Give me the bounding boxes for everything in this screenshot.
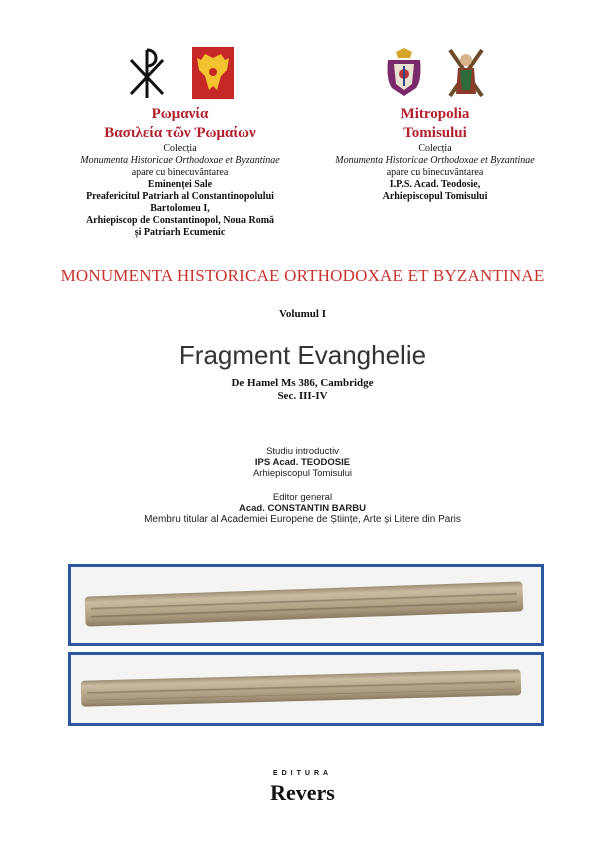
book-title: Fragment Evanghelie	[178, 340, 427, 370]
left-patron-line: Arhiepiscop de Constantinopol, Noua Romă	[85, 215, 275, 226]
chi-rho-icon	[125, 46, 169, 100]
intro-name: IPS Acad. TEODOSIE	[254, 457, 351, 468]
right-patron-line: Arhiepiscopul Tomisului	[382, 191, 488, 202]
left-title-line2: Βασιλεία τῶν Ῥωμαίων	[104, 125, 256, 141]
left-patron-line: Preafericitul Patriarh al Constantinopolului	[86, 191, 274, 202]
right-patron-line: I.P.S. Acad. Teodosie,	[389, 179, 481, 190]
right-blessing: apare cu binecuvântarea	[386, 167, 484, 178]
editor-name: Acad. CONSTANTIN BARBU	[238, 503, 367, 514]
saint-andrew-icon	[446, 46, 486, 100]
double-headed-eagle-icon	[191, 46, 235, 100]
left-patron-line: Bartolomeu I,	[150, 203, 210, 214]
left-patron-line: și Patriarh Ecumenic	[134, 227, 226, 238]
manuscript-text-lines	[87, 675, 515, 700]
left-collection: Colecția	[163, 143, 197, 154]
manuscript-photo-top	[68, 564, 544, 646]
left-title-line1: Ρωμανία	[151, 106, 209, 122]
left-blessing: apare cu binecuvântarea	[131, 167, 229, 178]
publisher-logo: Revers	[270, 780, 335, 805]
left-icons	[60, 40, 300, 105]
book-century: Sec. III-IV	[277, 390, 328, 402]
left-patron-line: Eminenței Sale	[147, 179, 213, 190]
series-title: MONUMENTA HISTORICAE ORTHODOXAE ET BYZANTINAE	[60, 266, 545, 285]
manuscript-text-lines	[91, 588, 517, 621]
right-series-name: Monumenta Historicae Orthodoxae et Byzantinae	[335, 155, 535, 166]
manuscript-fragment-recto	[85, 581, 524, 626]
editor-role: Membru titular al Academiei Europene de Științe, Arte și Litere din Paris	[144, 514, 461, 525]
intro-role: Arhiepiscopul Tomisului	[252, 468, 353, 479]
right-header	[330, 40, 540, 203]
right-title-line2: Tomisului	[403, 125, 467, 141]
coat-of-arms-icon	[384, 46, 424, 100]
publisher-small-label: EDITURA	[272, 770, 333, 777]
left-header	[60, 40, 300, 239]
volume-label: Volumul I	[279, 308, 326, 320]
manuscript-photo-bottom	[68, 652, 544, 726]
right-collection: Colecția	[418, 143, 452, 154]
intro-label: Studiu introductiv	[266, 446, 339, 457]
right-icons	[330, 40, 540, 105]
editor-label: Editor general	[272, 492, 333, 503]
book-subtitle: De Hamel Ms 386, Cambridge	[231, 377, 374, 389]
right-title-line1: Mitropolia	[400, 106, 470, 122]
manuscript-fragment-verso	[81, 669, 522, 707]
left-series-name: Monumenta Historicae Orthodoxae et Byzantinae	[80, 155, 280, 166]
